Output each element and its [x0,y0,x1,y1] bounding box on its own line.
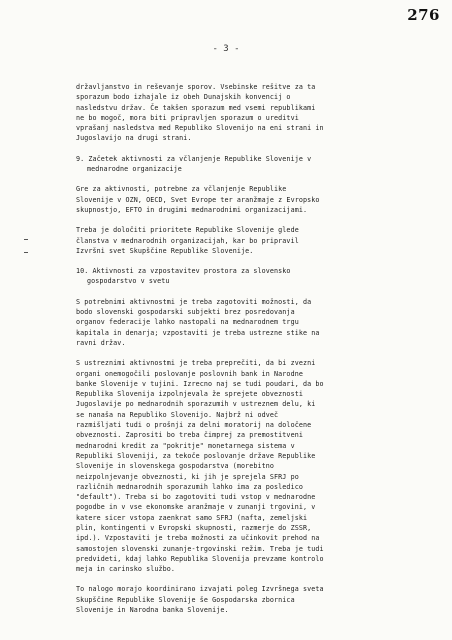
text-line: Jugoslavijo na drugi strani. [76,134,192,143]
text-line: obveznosti. Zaprositi bo treba čimprej za premostitveni [76,431,303,440]
margin-mark [24,252,28,253]
text-line: plin, kontingenti v Evropski skupnosti, razmerje do ZSSR, [76,523,312,532]
section-heading [76,266,412,287]
margin-mark [24,239,28,240]
section-heading [76,154,412,175]
text-line: "default"). Treba si bo zagotoviti tudi vstop v mednarodne [76,493,316,502]
text-line: bodo slovenski gospodarski subjekti brez posredovanja [76,308,295,317]
text-line: Jugoslavije po mednarodnih sporazumih v ustreznem delu, ki [76,400,316,409]
text-line: nasledstvu držav. Če takšen sporazum med vsemi republikami [76,103,316,112]
paragraph [76,358,412,574]
page-number: 276 [407,6,440,24]
text-line: Slovenije in Narodna banka Slovenije. [76,606,229,615]
text-line: S ustreznimi aktivnostmi je treba preprečiti, da bi zvezni [76,359,316,368]
text-line: neizpolnjevanje obveznosti, ki jih je sprejela SFRJ po [76,472,299,481]
text-line: To nalogo morajo koordinirano izvajati poleg Izvršnega sveta [76,585,324,594]
text-line: Izvršni svet Skupščine Republike Slovenije. [76,246,254,255]
document-body [76,82,412,625]
paragraph [76,82,412,144]
document-page-number: - 3 - [212,44,240,54]
heading-line: 10. Aktivnosti za vzpostavitev prostora za slovensko [76,267,291,276]
text-line: Gre za aktivnosti, potrebne za včlanjenje Republike [76,185,287,194]
text-line: S potrebnimi aktivnostmi je treba zagotoviti možnosti, da [76,297,312,306]
text-line: se nanaša na Republiko Slovenijo. Najbrž ni odveč [76,410,279,419]
text-line: organov federacije lahko nastopali na mednarodnem trgu [76,318,299,327]
text-line: Skupščine Republike Slovenije še Gospodarska zbornica [76,595,295,604]
text-line: članstva v mednarodnih organizacijah, kar bo pripravil [76,236,299,245]
text-line: predvideti, kdaj lahko Republika Slovenija prevzame kontrolo [76,554,324,563]
text-line: različnih mednarodnih sporazumih lahko ima za posledico [76,482,303,491]
text-line: razmišljati tudi o prošnji za delni moratorij na določene [76,421,312,430]
paragraph [76,225,412,256]
text-line: Republika Slovenija izpolnjevala že sprejete obveznosti [76,390,303,399]
text-line: mednarodni kredit za "pokritje" monetarnega sistema v [76,441,295,450]
text-line: Republiki Sloveniji, za tekoče poslovanje države Republike [76,451,316,460]
text-line: Treba je določiti prioritete Republike Slovenije glede [76,226,299,235]
text-line: sporazum bodo izhajale iz obeh Dunajskih konvencij o [76,93,291,102]
heading-line: 9. Začetek aktivnosti za včlanjenje Republike Slovenije v [76,154,312,163]
text-line: meja in carinsko službo. [76,565,176,574]
text-line: ne bo mogoč, mora biti pripravljen sporazum o ureditvi [76,113,299,122]
heading-line: mednarodne organizacije [87,165,182,174]
heading-line: gospodarstvo v svetu [87,277,170,286]
text-line: vprašanj nasledstva med Republiko Slovenijo na eni strani in [76,124,324,133]
text-line: državljanstvo in reševanje sporov. Vsebinske rešitve za ta [76,83,316,91]
text-line: kapitala in denarja; vzpostaviti je treba ustrezne stike na [76,328,320,337]
text-line: ravni držav. [76,338,126,347]
paragraph [76,297,412,348]
text-line: katere sicer vstopa zaenkrat samo SFRJ (nafta, zemeljski [76,513,308,522]
paragraph [76,184,412,215]
text-line: Slovenije in slovenskega gospodarstva (morebitno [76,462,275,471]
text-line: samostojen slovenski zunanje-trgovinski režim. Treba je tudi [76,544,324,553]
text-line: organi onemogočili poslovanje poslovnih bank in Narodne [76,369,303,378]
text-line: skupnostjo, EFTO in drugimi mednarodnimi organizacijami. [76,205,308,214]
text-line: banke Slovenije v tujini. Izrecno naj se tudi poudari, da bo [76,379,324,388]
text-line: ipd.). Vzpostaviti je treba možnosti za učinkovit prehod na [76,534,320,543]
paragraph [76,584,412,615]
text-line: Slovenije v OZN, OECD, Svet Evrope ter aranžmaje z Evropsko [76,195,320,204]
text-line: pogodbe in v vse ekonomske aranžmaje v zunanji trgovini, v [76,503,316,512]
